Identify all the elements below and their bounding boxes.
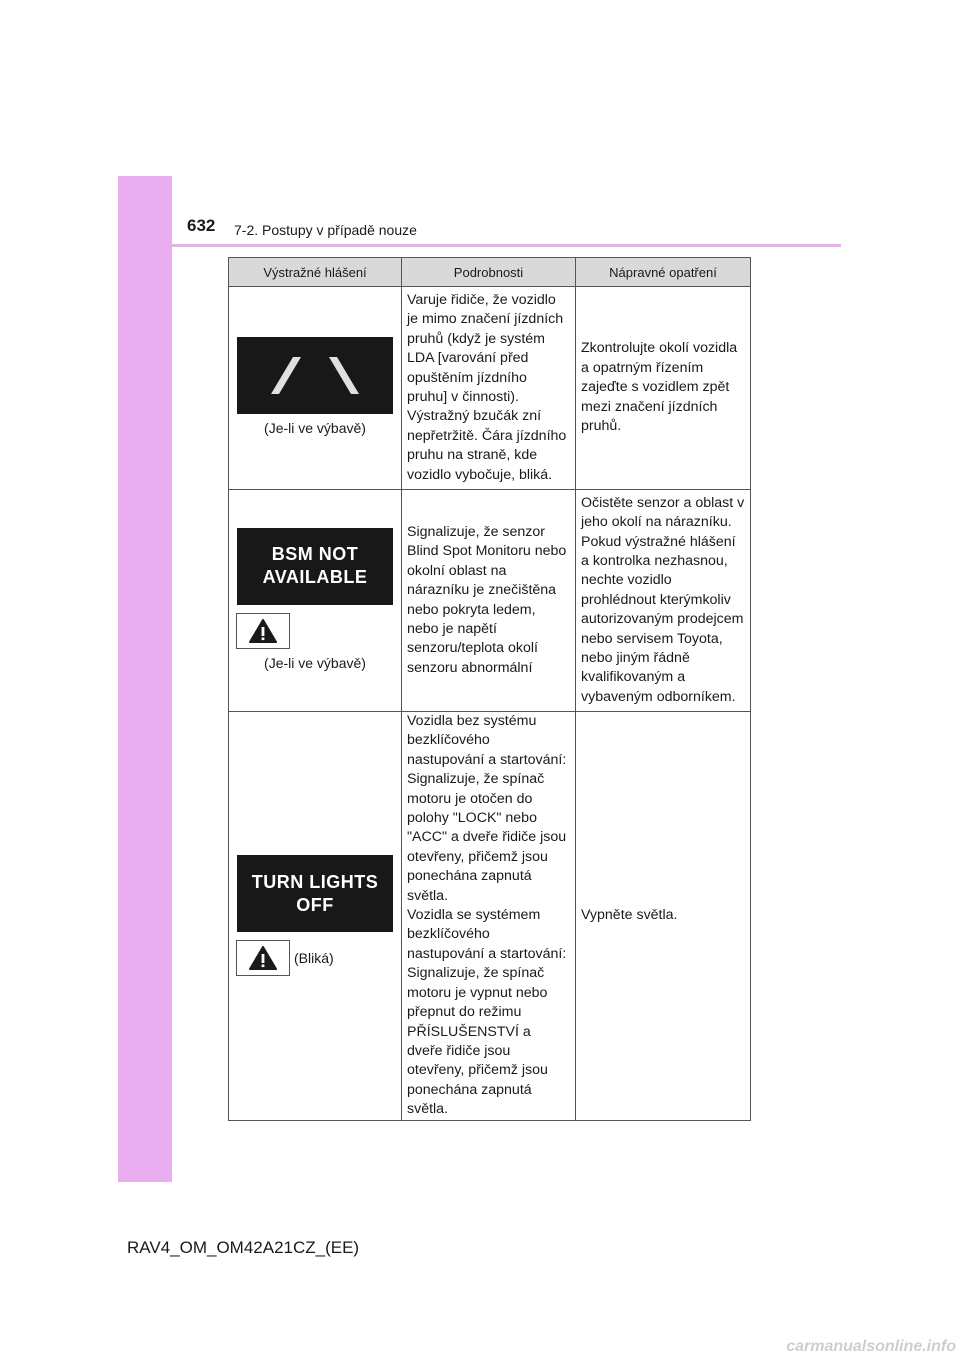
lane-lines-icon	[237, 337, 393, 414]
column-header-details: Podrobnosti	[402, 258, 576, 287]
table-row	[229, 490, 751, 712]
column-header-warning: Výstražné hlášení	[229, 258, 402, 287]
details-paragraph: Vozidla bez systému bezklíčového nastupování a startování: Signalizuje, že spínač motoru je otočen do polohy "LOCK" nebo "ACC" a dveře řidiče jsou otevřeny, přičemž jsou ponechána zapnutá světla.	[407, 713, 567, 904]
section-title: 7-2. Postupy v případě nouze	[234, 222, 417, 238]
warning-triangle-icon	[248, 618, 278, 644]
action-cell: Zkontrolujte okolí vozidla a opatrným řízením zajeďte s vozidlem zpět mezi značení jízdních pruhů.	[576, 287, 751, 490]
details-cell: Varuje řidiče, že vozidlo je mimo značení jízdních pruhů (když je systém LDA [varování před opuštěním jízdního pruhu] v činnosti). Výstražný bzučák zní nepřetržitě. Čára jízdního pruhu na straně, kde vozidlo vybočuje, bliká.	[402, 287, 576, 490]
master-warning-light	[236, 940, 290, 976]
side-tab-bar	[118, 176, 172, 1182]
display-message: BSM NOT AVAILABLE	[262, 544, 368, 588]
turn-lights-off-display	[237, 855, 393, 932]
details-cell	[402, 712, 576, 1121]
details-paragraph: Vozidla se systémem bezklíčového nastupování a startování: Signalizuje, že spínač motoru je vypnut nebo přepnut do režimu PŘÍSLUŠENSTVÍ a dveře řidiče jsou otevřeny, přičemž jsou ponechána zapnutá světla.	[407, 907, 567, 1118]
warning-messages-table	[228, 257, 751, 1121]
equipment-note: (Je-li ve výbavě)	[264, 420, 366, 437]
column-header-action: Nápravné opatření	[576, 258, 751, 287]
warning-display-cell	[229, 712, 402, 1121]
display-message: TURN LIGHTS OFF	[251, 871, 379, 915]
lane-departure-display	[237, 337, 393, 414]
header-rule	[172, 244, 841, 247]
master-warning-light	[236, 613, 290, 649]
page-number: 632	[187, 216, 216, 235]
action-cell: Očistěte senzor a oblast v jeho okolí na nárazníku. Pokud výstražné hlášení a kontrolka nezhasnou, nechte vozidlo prohlédnout kterýmkoliv autorizovaným prodejcem nebo servisem Toyota, nebo jiným řádně kvalifikovaným a vybaveným odborníkem.	[576, 490, 751, 712]
table-row	[229, 287, 751, 490]
warning-display-cell	[229, 287, 402, 490]
equipment-note: (Je-li ve výbavě)	[264, 654, 366, 671]
action-cell: Vypněte světla.	[576, 712, 751, 1121]
flashing-note: (Bliká)	[294, 949, 334, 966]
warning-display-cell	[229, 490, 402, 712]
bsm-not-available-display	[237, 528, 393, 605]
table-header-row	[229, 258, 751, 287]
warning-triangle-icon	[248, 945, 278, 971]
watermark: carmanualsonline.info	[786, 1338, 956, 1355]
table-row	[229, 712, 751, 1121]
details-cell: Signalizuje, že senzor Blind Spot Monitoru nebo okolní oblast na nárazníku je znečištěna nebo pokryta ledem, nebo je napětí senzoru/teplota okolí senzoru abnormální	[402, 490, 576, 712]
model-code-footer: RAV4_OM_OM42A21CZ_(EE)	[127, 1238, 360, 1257]
